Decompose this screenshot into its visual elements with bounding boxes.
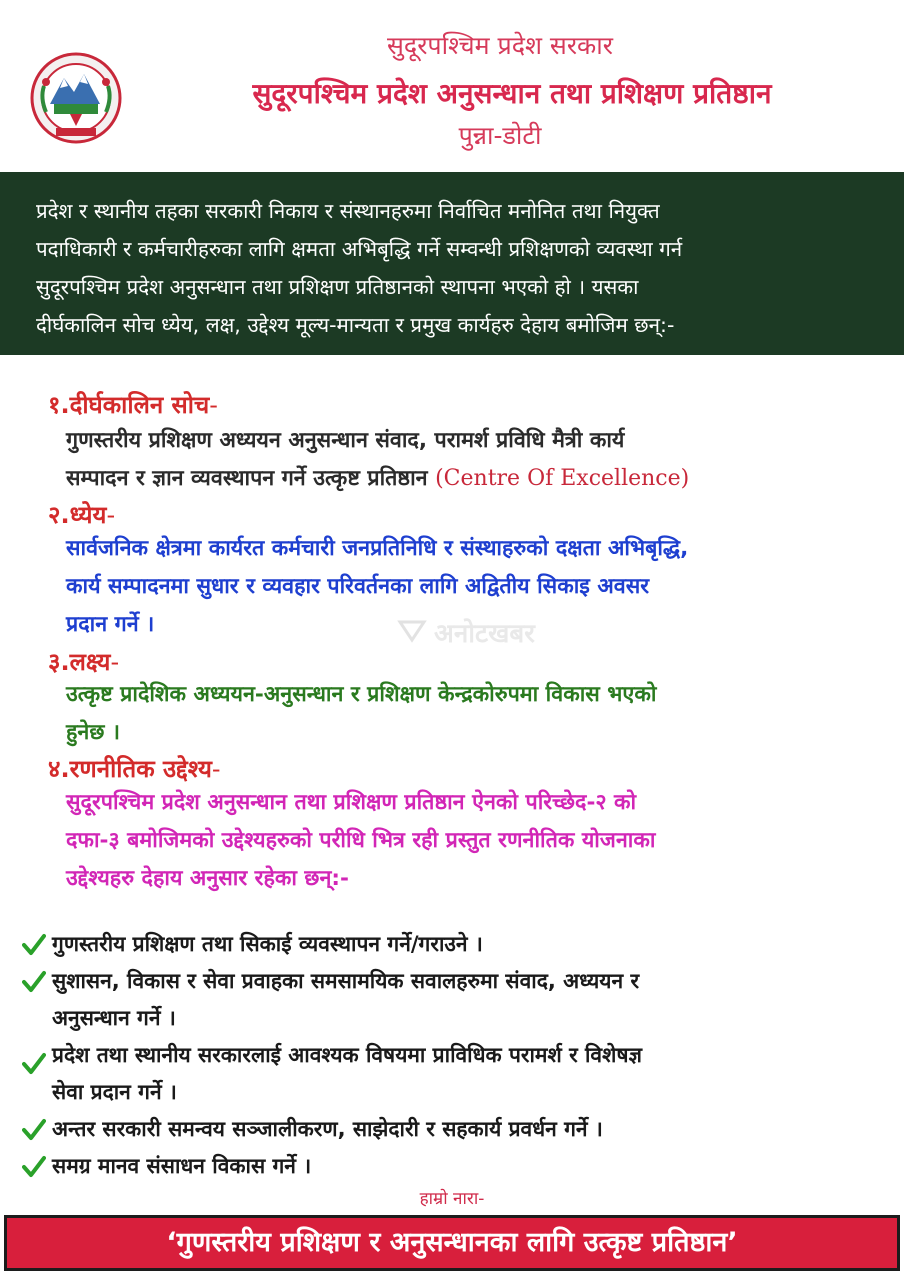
section-body-vision (66, 422, 886, 498)
list-item (22, 1037, 882, 1111)
checkmark-icon (22, 969, 46, 993)
list-item-text: समग्र मानव संसाधन विकास गर्ने । (52, 1154, 312, 1178)
section-body-mission (66, 530, 886, 644)
government-name: सुदूरपश्चिम प्रदेश सरकार (387, 31, 613, 60)
section-line: हुनेछ । (66, 720, 121, 745)
list-item-text: सुशासन, विकास र सेवा प्रवाहका समसामयिक सवालहरुमा संवाद, अध्ययन र (52, 969, 640, 993)
checkmark-icon (22, 1154, 46, 1178)
section-line (66, 460, 886, 498)
section-body-goal (66, 676, 886, 752)
english-label: (Centre Of Excellence) (435, 466, 690, 491)
section-heading-text: ३.लक्ष्य (48, 648, 111, 676)
institute-location: पुन्ना-डोटी (458, 121, 542, 150)
section-line: कार्य सम्पादनमा सुधार र व्यवहार परिवर्तनका लागि अद्वितीय सिकाइ अवसर (66, 574, 650, 599)
section-line: गुणस्तरीय प्रशिक्षण अध्ययन अनुसन्धान संवाद, परामर्श प्रविधि मैत्री कार्य (66, 428, 625, 453)
intro-line: सुदूरपश्चिम प्रदेश अनुसन्धान तथा प्रशिक्षण प्रतिष्ठानको स्थापना भएको हो । यसका (36, 275, 639, 299)
section-heading-text: १.दीर्घकालिन सोच (48, 391, 210, 419)
checkmark-icon (22, 1117, 46, 1141)
section-line: दफा-३ बमोजिमको उद्देश्यहरुको परीधि भित्र रही प्रस्तुत रणनीतिक योजनाका (66, 828, 656, 853)
list-item-text: गुणस्तरीय प्रशिक्षण तथा सिकाई व्यवस्थापन गर्ने/गराउने । (52, 932, 483, 956)
list-item-text: अन्तर सरकारी समन्वय सञ्जालीकरण, साझेदारी र सहकार्य प्रवर्धन गर्ने । (52, 1117, 603, 1141)
section-heading-mission: २.ध्येय- (48, 501, 116, 529)
section-line: उत्कृष्ट प्रादेशिक अध्ययन-अनुसन्धान र प्रशिक्षण केन्द्रकोरुपमा विकास भएको (66, 682, 657, 707)
objective-checklist (22, 926, 882, 1185)
intro-line: पदाधिकारी र कर्मचारीहरुका लागि क्षमता अभिबृद्धि गर्ने सम्वन्धी प्रशिक्षणको व्यवस्था गर्न (36, 237, 683, 261)
intro-line: दीर्घकालिन सोच ध्येय, लक्ष, उद्देश्य मूल्य-मान्यता र प्रमुख कार्यहरु देहाय बमोजिम छन्:- (36, 313, 675, 337)
page-header (0, 0, 904, 172)
intro-paragraph (0, 172, 904, 355)
list-item-text: अनुसन्धान गर्ने । (52, 1006, 176, 1030)
list-item-text: सेवा प्रदान गर्ने । (52, 1080, 177, 1104)
section-line: सार्वजनिक क्षेत्रमा कार्यरत कर्मचारी जनप्रतिनिधि र संस्थाहरुको दक्षता अभिबृद्धि, (66, 536, 689, 561)
section-line: उद्देश्यहरु देहाय अनुसार रहेका छन्:- (66, 866, 349, 891)
list-item-text: प्रदेश तथा स्थानीय सरकारलाई आवश्यक विषयमा प्राविधिक परामर्श र विशेषज्ञ (52, 1043, 642, 1067)
list-item (22, 1148, 882, 1185)
nepal-emblem-icon (30, 52, 122, 144)
slogan-banner: ‘गुणस्तरीय प्रशिक्षण र अनुसन्धानका लागि उत्कृष्ट प्रतिष्ठान’ (4, 1215, 900, 1271)
checkmark-icon (22, 1051, 46, 1075)
section-line: प्रदान गर्ने । (66, 612, 155, 637)
section-heading-strategic-objective: ४.रणनीतिक उद्देश्य- (48, 755, 221, 783)
list-item (22, 963, 882, 1037)
watermark-text: अनोटखबर (434, 619, 535, 649)
slogan-label: हाम्रो नारा- (419, 1189, 485, 1209)
list-item (22, 1111, 882, 1148)
section-heading-goal: ३.लक्ष्य- (48, 648, 120, 676)
section-body-strategic-objective (66, 784, 886, 898)
section-line-text: सम्पादन र ज्ञान व्यवस्थापन गर्ने उत्कृष्ट प्रतिष्ठान (66, 466, 428, 491)
section-heading-text: ४.रणनीतिक उद्देश्य (48, 755, 212, 783)
intro-line: प्रदेश र स्थानीय तहका सरकारी निकाय र संस्थानहरुमा निर्वाचित मनोनित तथा नियुक्त (36, 199, 660, 223)
institute-name: सुदूरपश्चिम प्रदेश अनुसन्धान तथा प्रशिक्षण प्रतिष्ठान (252, 77, 772, 110)
checkmark-icon (22, 932, 46, 956)
section-heading-vision: १.दीर्घकालिन सोच- (48, 391, 218, 419)
list-item (22, 926, 882, 963)
section-heading-text: २.ध्येय (48, 501, 107, 529)
section-line: सुदूरपश्चिम प्रदेश अनुसन्धान तथा प्रशिक्षण प्रतिष्ठान ऐनको परिच्छेद-२ को (66, 790, 637, 815)
